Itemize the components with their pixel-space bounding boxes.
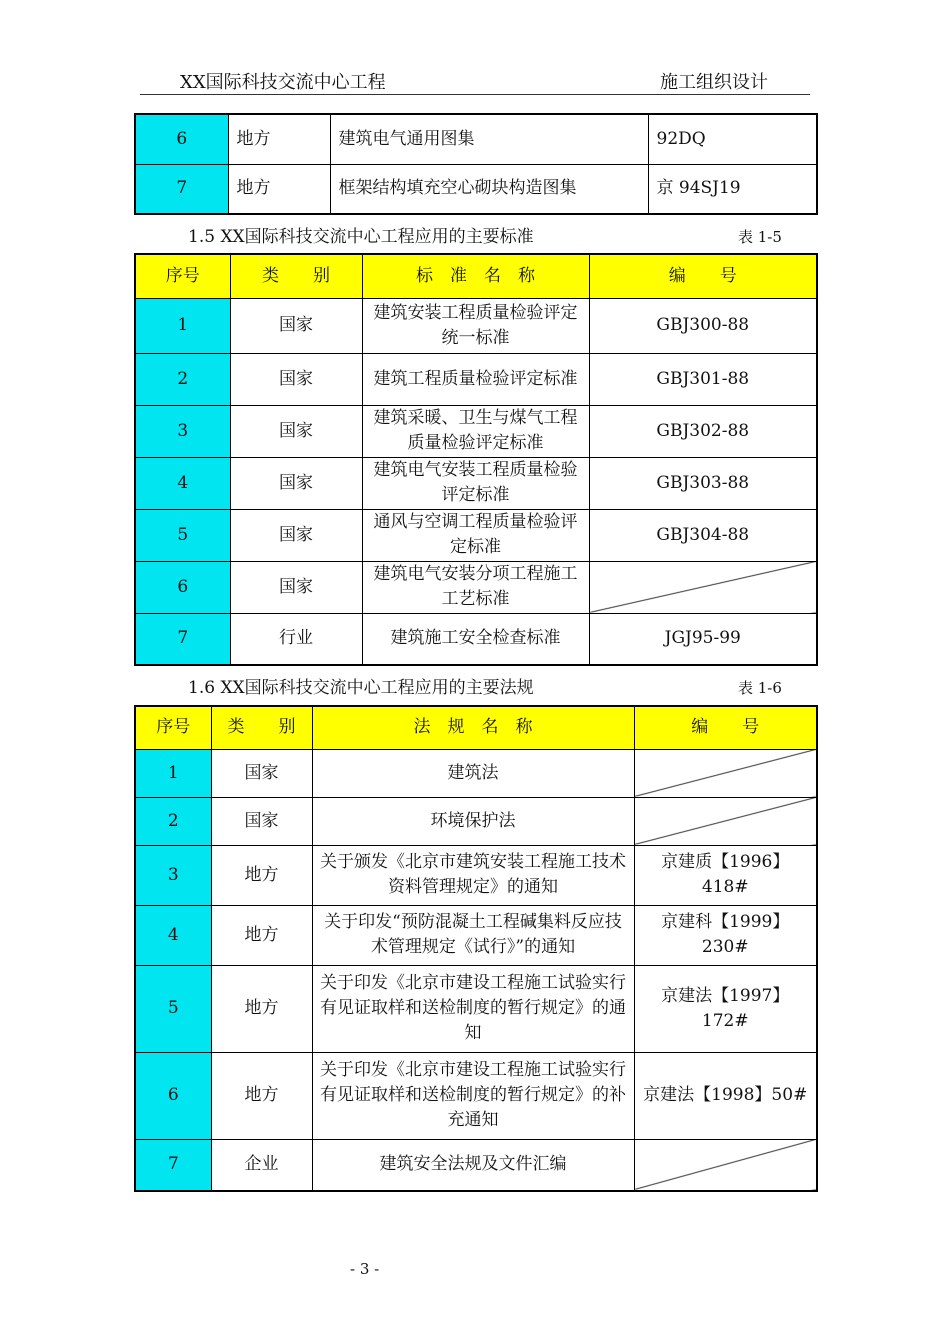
row-name: 建筑安装工程质量检验评定统一标准 — [362, 298, 589, 353]
table-row — [135, 509, 817, 561]
row-category: 地方 — [211, 845, 312, 905]
row-number: 6 — [135, 1052, 211, 1139]
row-name: 建筑法 — [312, 749, 634, 797]
table-row — [135, 965, 817, 1052]
row-number: 7 — [135, 164, 228, 214]
row-code-empty — [589, 561, 817, 613]
row-number: 6 — [135, 114, 228, 164]
row-category: 企业 — [211, 1139, 312, 1191]
header-code: 编 号 — [634, 706, 817, 749]
row-code: 京 94SJ19 — [648, 164, 817, 214]
row-category: 地方 — [228, 164, 330, 214]
row-code: GBJ304-88 — [589, 509, 817, 561]
row-code: 京建科【1999】230# — [634, 905, 817, 965]
row-number: 7 — [135, 1139, 211, 1191]
page-number: - 3 - — [350, 1260, 380, 1278]
table-row — [135, 561, 817, 613]
header-code: 编 号 — [589, 254, 817, 298]
row-name: 环境保护法 — [312, 797, 634, 845]
table-header-row — [135, 706, 817, 749]
row-number: 1 — [135, 298, 230, 353]
row-name: 关于印发《北京市建设工程施工试验实行有见证取样和送检制度的暂行规定》的补充通知 — [312, 1052, 634, 1139]
row-name: 建筑电气安装分项工程施工工艺标准 — [362, 561, 589, 613]
row-category: 地方 — [211, 965, 312, 1052]
row-category: 行业 — [230, 613, 362, 665]
row-code: GBJ300-88 — [589, 298, 817, 353]
row-name: 关于颁发《北京市建筑安装工程施工技术资料管理规定》的通知 — [312, 845, 634, 905]
table-row — [135, 749, 817, 797]
row-number: 5 — [135, 509, 230, 561]
table-1-6-caption: 1.6 XX国际科技交流中心工程应用的主要法规 — [188, 678, 534, 698]
row-code: GBJ302-88 — [589, 405, 817, 457]
row-category: 国家 — [230, 561, 362, 613]
row-category: 地方 — [211, 1052, 312, 1139]
row-name: 建筑电气通用图集 — [330, 114, 648, 164]
header-name: 法 规 名 称 — [312, 706, 634, 749]
row-number: 5 — [135, 965, 211, 1052]
row-number: 4 — [135, 905, 211, 965]
header-no: 序号 — [135, 706, 211, 749]
row-category: 国家 — [230, 353, 362, 405]
table-row — [135, 613, 817, 665]
table-row — [135, 845, 817, 905]
row-category: 地方 — [211, 905, 312, 965]
header-no: 序号 — [135, 254, 230, 298]
row-category: 国家 — [230, 509, 362, 561]
table-row — [135, 1139, 817, 1191]
header-name: 标 准 名 称 — [362, 254, 589, 298]
row-category: 国家 — [230, 405, 362, 457]
row-category: 地方 — [228, 114, 330, 164]
table-row — [135, 353, 817, 405]
row-name: 建筑采暖、卫生与煤气工程质量检验评定标准 — [362, 405, 589, 457]
row-number: 7 — [135, 613, 230, 665]
row-number: 4 — [135, 457, 230, 509]
row-code: 京建质【1996】418# — [634, 845, 817, 905]
drawings-table-continued — [134, 113, 818, 215]
table-row — [135, 164, 817, 214]
row-category: 国家 — [230, 457, 362, 509]
table-row — [135, 905, 817, 965]
row-code: GBJ303-88 — [589, 457, 817, 509]
row-code: 京建法【1997】172# — [634, 965, 817, 1052]
row-code-empty — [634, 1139, 817, 1191]
table-1-5-number: 表 1-5 — [738, 228, 782, 246]
row-category: 国家 — [230, 298, 362, 353]
table-row — [135, 1052, 817, 1139]
table-1-5-caption: 1.5 XX国际科技交流中心工程应用的主要标准 — [188, 227, 534, 247]
row-name: 建筑电气安装工程质量检验评定标准 — [362, 457, 589, 509]
table-row — [135, 298, 817, 353]
page-header — [140, 66, 810, 95]
table-row — [135, 797, 817, 845]
table-row — [135, 114, 817, 164]
table-row — [135, 405, 817, 457]
row-name: 关于印发“预防混凝土工程碱集料反应技术管理规定《试行》”的通知 — [312, 905, 634, 965]
header-category: 类 别 — [230, 254, 362, 298]
table-1-6-number: 表 1-6 — [738, 679, 782, 697]
row-name: 建筑施工安全检查标准 — [362, 613, 589, 665]
row-number: 3 — [135, 405, 230, 457]
row-code: 92DQ — [648, 114, 817, 164]
row-name: 通风与空调工程质量检验评定标准 — [362, 509, 589, 561]
row-category: 国家 — [211, 797, 312, 845]
row-number: 2 — [135, 797, 211, 845]
row-category: 国家 — [211, 749, 312, 797]
row-name: 建筑工程质量检验评定标准 — [362, 353, 589, 405]
row-name: 框架结构填充空心砌块构造图集 — [330, 164, 648, 214]
row-name: 建筑安全法规及文件汇编 — [312, 1139, 634, 1191]
header-doc-title: 施工组织设计 — [660, 72, 768, 93]
table-row — [135, 457, 817, 509]
row-code: GBJ301-88 — [589, 353, 817, 405]
row-number: 2 — [135, 353, 230, 405]
header-category: 类 别 — [211, 706, 312, 749]
row-number: 6 — [135, 561, 230, 613]
row-code-empty — [634, 749, 817, 797]
row-number: 3 — [135, 845, 211, 905]
regulations-table — [134, 705, 818, 1192]
row-name: 关于印发《北京市建设工程施工试验实行有见证取样和送检制度的暂行规定》的通知 — [312, 965, 634, 1052]
row-number: 1 — [135, 749, 211, 797]
standards-table — [134, 253, 818, 666]
row-code: JGJ95-99 — [589, 613, 817, 665]
row-code: 京建法【1998】50# — [634, 1052, 817, 1139]
header-project-title: XX国际科技交流中心工程 — [180, 72, 386, 93]
table-header-row — [135, 254, 817, 298]
row-code-empty — [634, 797, 817, 845]
